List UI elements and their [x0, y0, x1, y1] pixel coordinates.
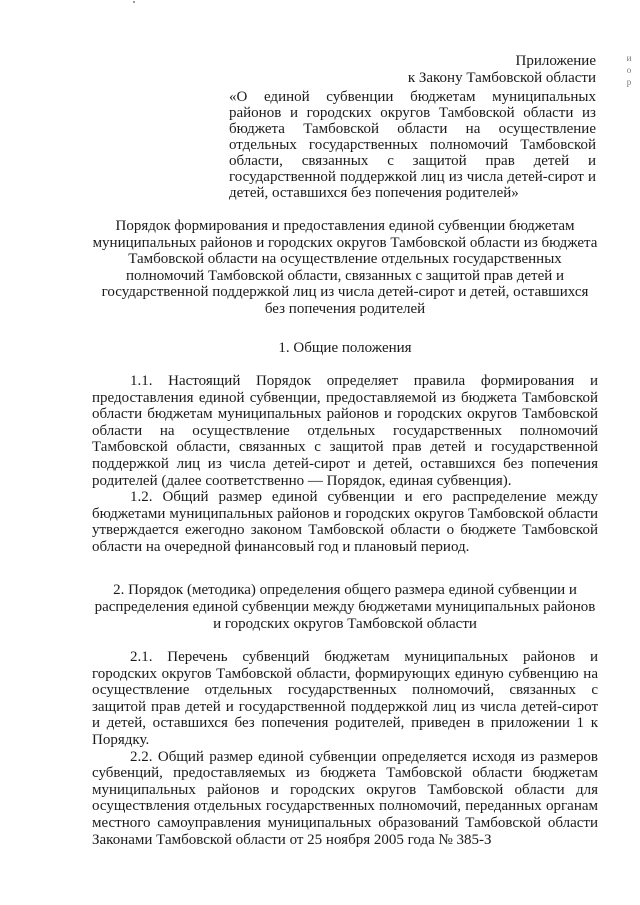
paragraph-1-2: 1.2. Общий размер единой субвенции и его распределение между бюджетами муниципальных районов и городских округов Тамбовской области утверждается ежегодно законом Тамбовской области о бюджете Тамбовской области на очередной финансовый год и плановый период. [92, 489, 598, 555]
section-1-body [92, 373, 598, 556]
appendix-header [408, 53, 596, 87]
document-title: Порядок формирования и предоставления единой субвенции бюджетам муниципальных районов и городских округов Тамбовской области из бюджета Тамбовской области на осуществление отдельных государственных полномочий Тамбовской области, связанных с защитой прав детей и государственной поддержкой лиц из числа детей-сирот и детей, оставшихся без попечения родителей [92, 218, 598, 317]
scan-speck [133, 1, 135, 3]
appendix-law-ref: к Закону Тамбовской области [407, 70, 596, 86]
paragraph-2-2: 2.2. Общий размер единой субвенции определяется исходя из размеров субвенций, предоставляемых из бюджета Тамбовской области бюджетам муниципальных районов и городских округов Тамбовской области для осуществления отдельных государственных полномочий, переданных органам местного самоуправления муниципальных образований Тамбовской области Законами Тамбовской области от 25 ноября 2005 года № 385-З [92, 748, 598, 848]
margin-marks: и о р [626, 53, 632, 87]
paragraph-1-1: 1.1. Настоящий Порядок определяет правила формирования и предоставления единой субвенции, предоставляемой из бюджета Тамбовской области бюджетам муниципальных районов и городских округов Тамбовской области на осуществление отдельных государственных полномочий Тамбовской области, связанных с защитой прав детей и государственной поддержкой лиц из числа детей-сирот и детей, оставшихся без попечения родителей (далее соответственно — Порядок, единая субвенция). [92, 373, 598, 489]
law-title: «О единой субвенции бюджетам муниципальных районов и городских округов Тамбовской области из бюджета Тамбовской области на осуществление отдельных государственных полномочий Тамбовской области, связанных с защитой прав детей и государственной поддержкой лиц из числа детей-сирот и детей, оставшихся без попечения родителей» [229, 89, 596, 201]
paragraph-2-1: 2.1. Перечень субвенций бюджетам муниципальных районов и городских округов Тамбовской области, формирующих единую субвенцию на осуществление отдельных государственных полномочий, связанных с защитой прав детей и государственной поддержкой лиц из числа детей-сирот и детей, оставшихся без попечения родителей, приведен в приложении 1 к Порядку. [92, 649, 598, 748]
section-1-heading: 1. Общие положения [278, 340, 412, 356]
section-2-body [92, 649, 598, 848]
appendix-label: Приложение [515, 53, 596, 69]
section-2-heading: 2. Порядок (методика) определения общего размера единой субвенции и распределения единой субвенции между бюджетами муниципальных районов и городских округов Тамбовской области [94, 582, 596, 632]
